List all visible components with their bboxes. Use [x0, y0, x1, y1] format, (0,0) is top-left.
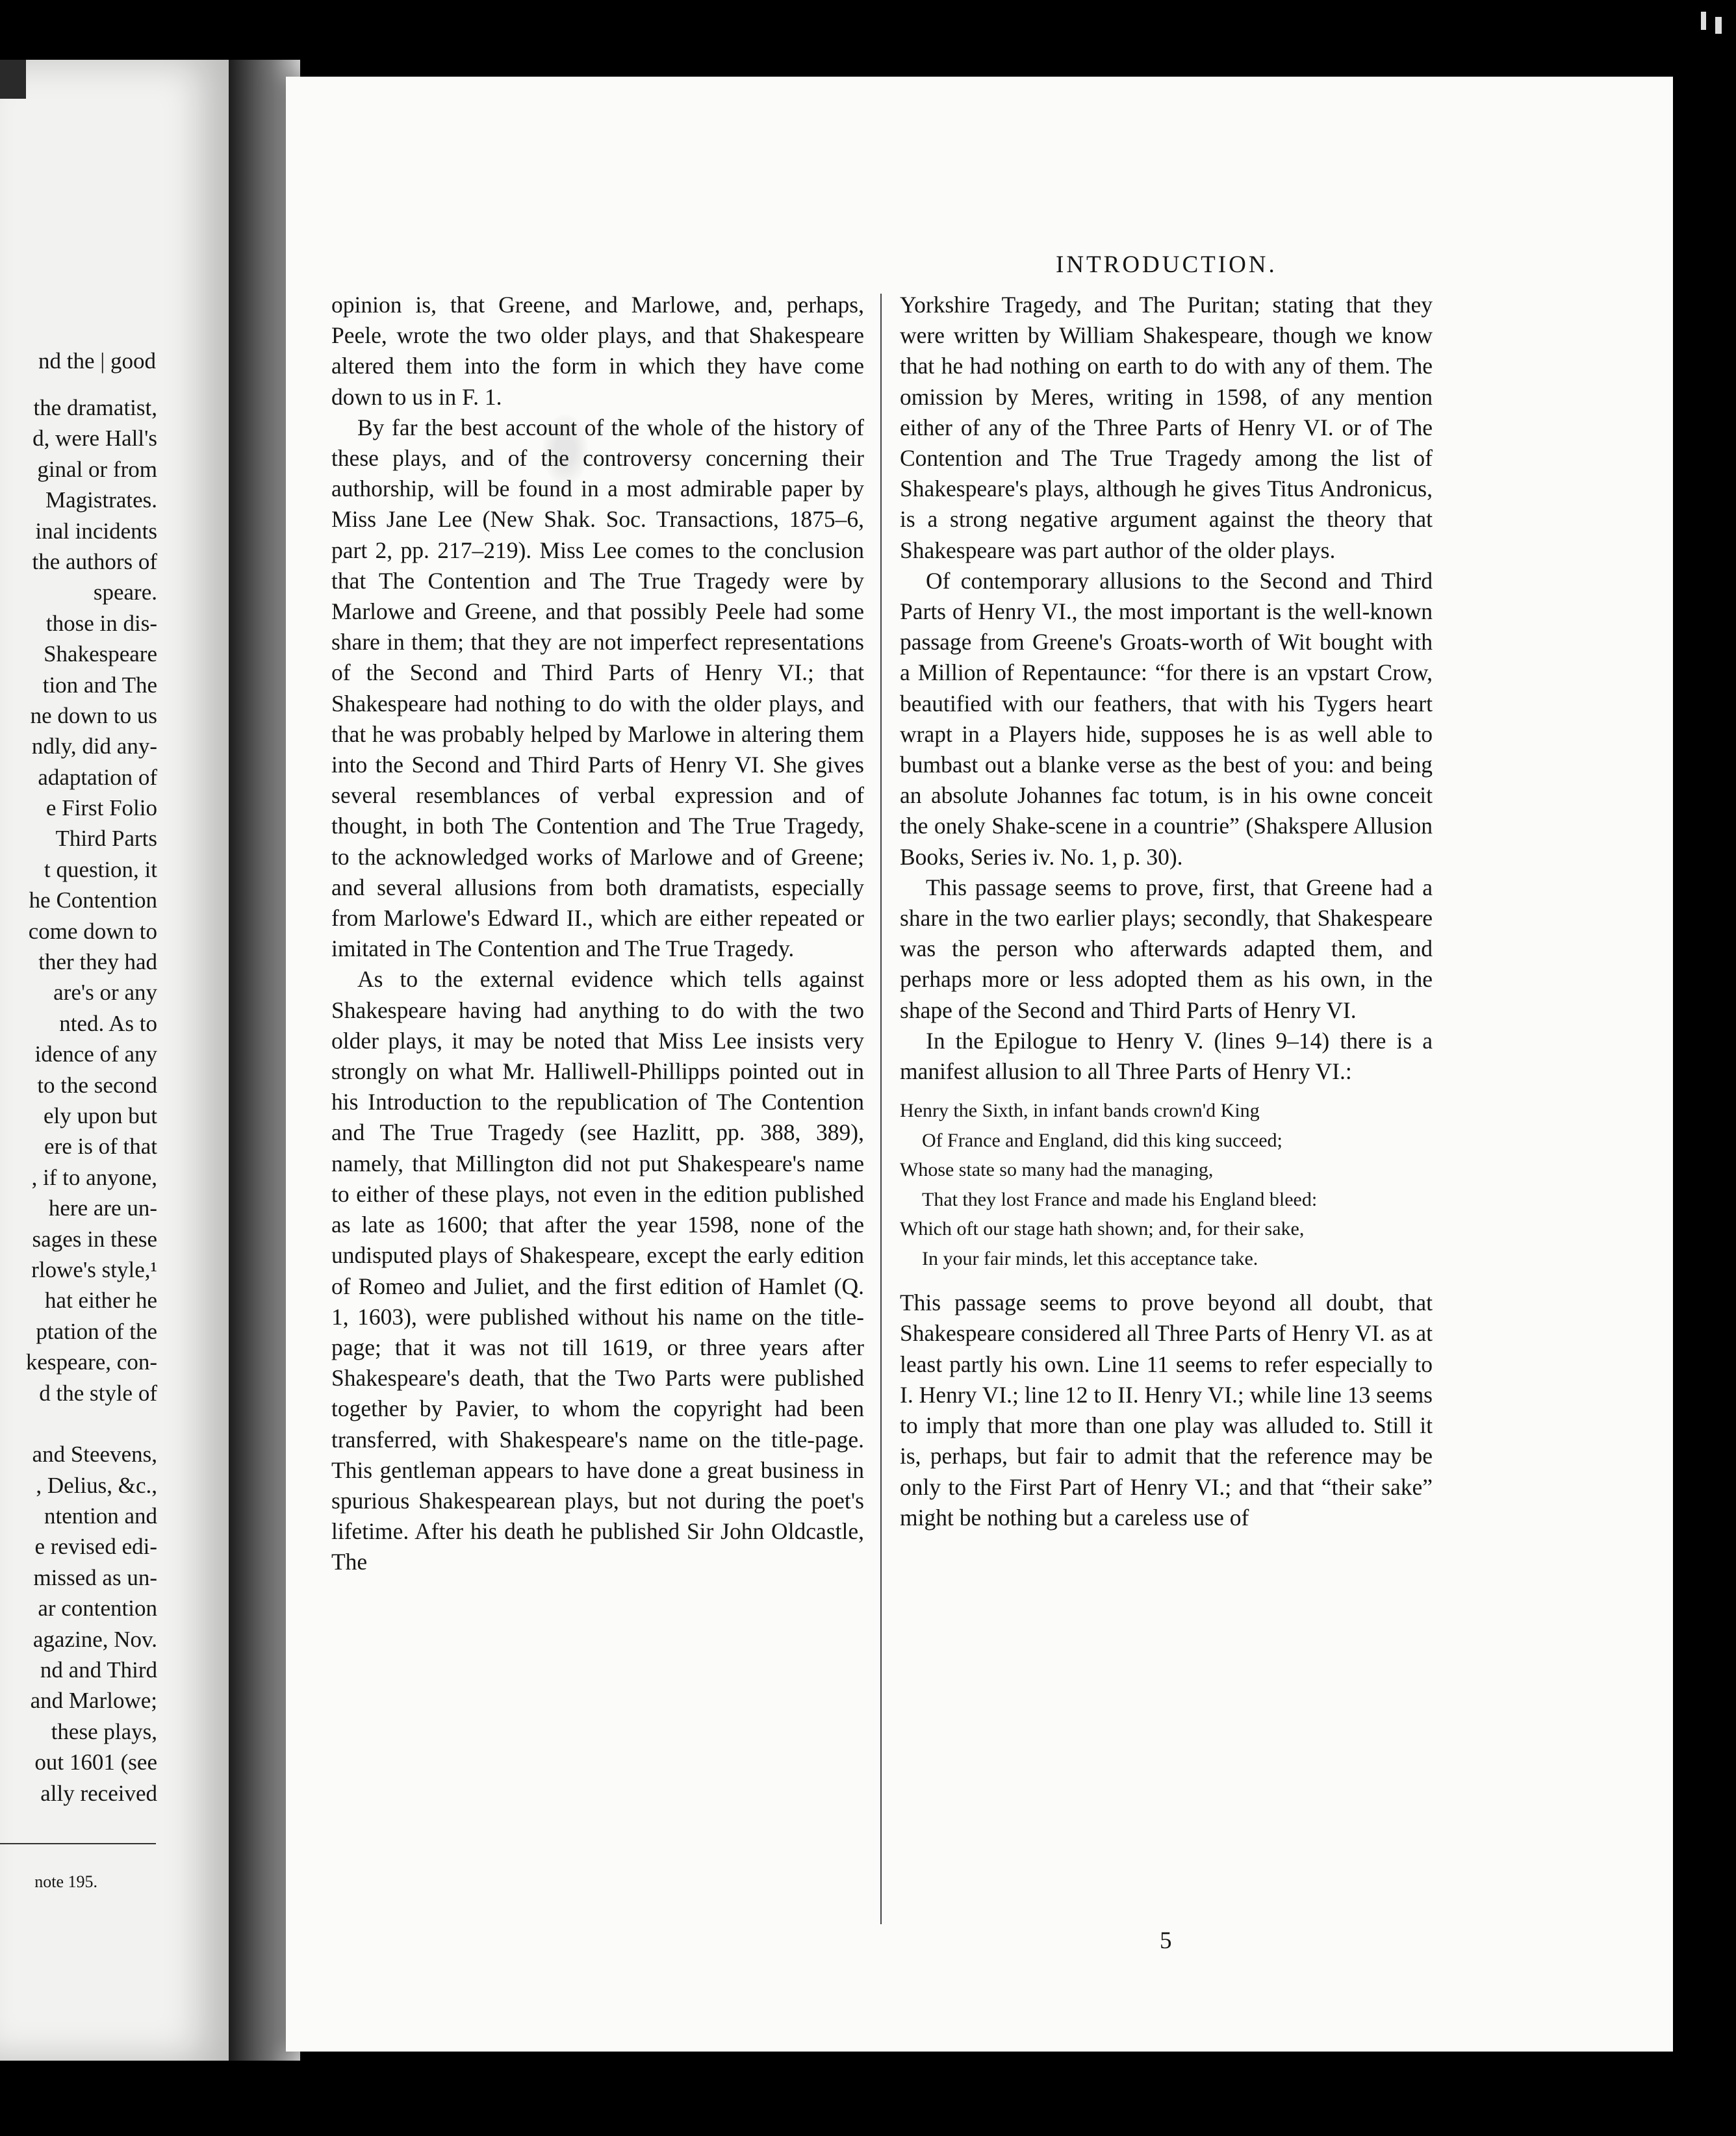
verse-line: Whose state so many had the managing,	[900, 1159, 1214, 1181]
facing-page-line: to the second	[37, 1072, 157, 1098]
facing-page-line: d, were Hall's	[32, 426, 157, 451]
paragraph: In the Epilogue to Henry V. (lines 9–14) there is a manifest allusion to all Three Parts of Henry VI.:	[900, 1027, 1433, 1085]
scan-speck	[1701, 12, 1706, 30]
facing-page-line: ne down to us	[30, 702, 157, 728]
facing-page-line: he Contention	[29, 887, 157, 913]
paragraph: As to the external evidence which tells against Shakespeare having had anything to do with the two older plays, it may be noted that Miss Lee insists very strongly on what Mr. Halliwell-Phillipps pointed out in his Introduction to the republication of The Contention and The True Tragedy (see Hazlitt, pp. 388, 389), namely, that Millington did not put Shakespeare's name to either of these plays, not even in the edition published as late as 1600; that after the year 1598, none of the undisputed plays of Shakespeare, except the early edition of Romeo and Juliet, and the first edition of Hamlet (Q. 1, 1603), were published without his name on the title-page; that it was not till 1619, or three years after Shakespeare's death, that the Two Parts were published together by Pavier, to whom the copyright had been transferred, with Shakespeare's name on the title-page. This gentleman appears to have done a great business in spurious Shakespearean plays, but not during the poet's lifetime. After his death he published Sir John Oldcastle, The	[331, 966, 864, 1575]
text-column-right	[900, 290, 1433, 1533]
facing-page-line: the authors of	[32, 548, 157, 574]
facing-page-line: ginal or from	[37, 456, 157, 482]
verse-line: Which oft our stage hath shown; and, for their sake,	[900, 1218, 1305, 1240]
facing-page-line: hat either he	[45, 1288, 157, 1314]
facing-page-line: these plays,	[51, 1718, 157, 1744]
facing-page-line: here are un-	[48, 1195, 157, 1221]
facing-page-line: ely upon but	[44, 1102, 157, 1128]
paragraph: opinion is, that Greene, and Marlowe, and, perhaps, Peele, wrote the two older plays, and that Shakespeare altered them into the form in which they have come down to us in F. 1.	[331, 292, 864, 410]
facing-page-line: ndly, did any-	[31, 733, 157, 759]
verse-line: That they lost France and made his England bleed:	[922, 1188, 1318, 1210]
facing-page-left	[0, 60, 229, 2061]
verse-line: Of France and England, did this king succeed;	[922, 1129, 1283, 1151]
facing-page-line: e revised edi-	[34, 1534, 157, 1560]
paragraph: This passage seems to prove, first, that Greene had a share in the two earlier plays; secondly, that Shakespeare was the person who afterwards adapted them, and perhaps more or less adopted them as his own, in the shape of the Second and Third Parts of Henry VI.	[900, 874, 1433, 1023]
facing-page-line: ere is of that	[44, 1134, 157, 1160]
verse-line: In your fair minds, let this acceptance take.	[922, 1247, 1258, 1269]
facing-page-line: t question, it	[44, 856, 157, 882]
facing-page-line: , Delius, &c.,	[36, 1472, 157, 1498]
facing-page-line: nd and Third	[40, 1657, 157, 1683]
facing-page-line: nted. As to	[59, 1010, 157, 1036]
facing-page-line: ther they had	[38, 949, 157, 975]
facing-page-line: inal incidents	[35, 518, 157, 544]
paragraph: This passage seems to prove beyond all doubt, that Shakespeare considered all Three Parts of Henry VI. as at least partly his own. Line 11 seems to refer especially to I. Henry VI.; line 12 to II. Henry VI.; while line 13 seems to imply that more than one play was alluded to. Still it is, perhaps, but fair to admit that the reference may be only to the First Part of Henry VI.; and that “their sake” might be nothing but a careless use of	[900, 1290, 1433, 1531]
facing-page-line: missed as un-	[33, 1564, 157, 1590]
facing-page-head-line: nd the | good	[38, 348, 156, 374]
epilogue-quotation	[900, 1096, 1433, 1273]
facing-page-footnote: note 195.	[34, 1872, 97, 1891]
facing-page-line: agazine, Nov.	[32, 1626, 157, 1652]
facing-page-line: out 1601 (see	[34, 1749, 157, 1775]
facing-page-line: idence of any	[34, 1041, 157, 1067]
facing-page-text	[0, 392, 157, 1809]
facing-page-line: Third Parts	[55, 826, 157, 852]
paragraph: By far the best account of the whole of the history of these plays, and of the controversy concerning their authorship, will be found in a most admirable paper by Miss Jane Lee (New Shak. Soc. Transactions, 1875–6, part 2, pp. 217–219). Miss Lee comes to the conclusion that The Contention and The True Tragedy were by Marlowe and Greene, and that possibly Peele had some share in them; that they are not imperfect representations of the Second and Third Parts of Henry VI.; that Shakespeare had nothing to do with the older plays, and that he was probably helped by Marlowe in altering them into the Second and Third Parts of Henry VI. She gives several resemblances of verbal expression and of thought, in both The Contention and The True Tragedy, to the acknowledged works of Marlowe and of Greene; and several allusions from both dramatists, especially from Marlowe's Edward II., which are either repeated or imitated in The Contention and The True Tragedy.	[331, 414, 864, 962]
facing-page-line: Shakespeare	[44, 641, 157, 667]
paragraph: Of contemporary allusions to the Second and Third Parts of Henry VI., the most important is the well-known passage from Greene's Groats-worth of Wit bought with a Million of Repentaunce: “for there is an vpstart Crow, beautified with our feathers, that with his Tygers heart wrapt in a Players hide, supposes he is as well able to bumbast out a blanke verse as the best of you: and being an absolute Johannes fac totum, is in his owne conceit the onely Shake-scene in a countrie” (Shakspere Allusion Books, Series iv. No. 1, p. 30).	[900, 567, 1433, 870]
facing-page-line: sages in these	[32, 1226, 157, 1252]
facing-page-line: ptation of the	[36, 1318, 157, 1344]
facing-page-line: are's or any	[53, 980, 157, 1006]
facing-page-line: ntention and	[44, 1503, 157, 1529]
facing-page-line: d the style of	[39, 1380, 157, 1406]
facing-page-line: come down to	[28, 918, 157, 944]
facing-page-line: the dramatist,	[33, 395, 157, 420]
page-edge-shadow	[0, 60, 26, 99]
text-column-left	[331, 290, 864, 1578]
scan-speck	[1715, 17, 1722, 34]
book-page	[286, 77, 1673, 2052]
facing-page-line: ar contention	[38, 1596, 157, 1621]
facing-page-line: Magistrates.	[45, 487, 157, 513]
facing-page-line: rlowe's style,¹	[31, 1256, 157, 1282]
facing-page-line: ally received	[40, 1780, 157, 1806]
page-number: 5	[1160, 1927, 1172, 1954]
paragraph: Yorkshire Tragedy, and The Puritan; stating that they were written by William Shakespeare, though we know that he had nothing on earth to do with any of them. The omission by Meres, writing in 1598, of any mention either of any of the Three Parts of Henry VI. or of The Contention and The True Tragedy among the list of Shakespeare's plays, although he gives Titus Andronicus, is a strong negative argument against the theory that Shakespeare was part author of the older plays.	[900, 292, 1433, 563]
facing-page-line: , if to anyone,	[31, 1164, 157, 1190]
facing-page-line: e First Folio	[45, 795, 157, 821]
facing-page-line	[0, 1408, 157, 1439]
facing-page-line: and Steevens,	[32, 1442, 157, 1468]
running-head: INTRODUCTION.	[1056, 251, 1277, 278]
verse-line: Henry the Sixth, in infant bands crown'd King	[900, 1100, 1260, 1122]
facing-page-line: tion and The	[42, 672, 157, 698]
facing-page-line: and Marlowe;	[30, 1688, 157, 1714]
facing-page-line: adaptation of	[38, 764, 157, 790]
column-divider	[880, 294, 882, 1924]
facing-page-line: kespeare, con-	[25, 1349, 157, 1375]
facing-page-line: speare.	[93, 579, 157, 605]
footnote-rule	[0, 1843, 156, 1844]
facing-page-line: those in dis-	[45, 610, 157, 636]
